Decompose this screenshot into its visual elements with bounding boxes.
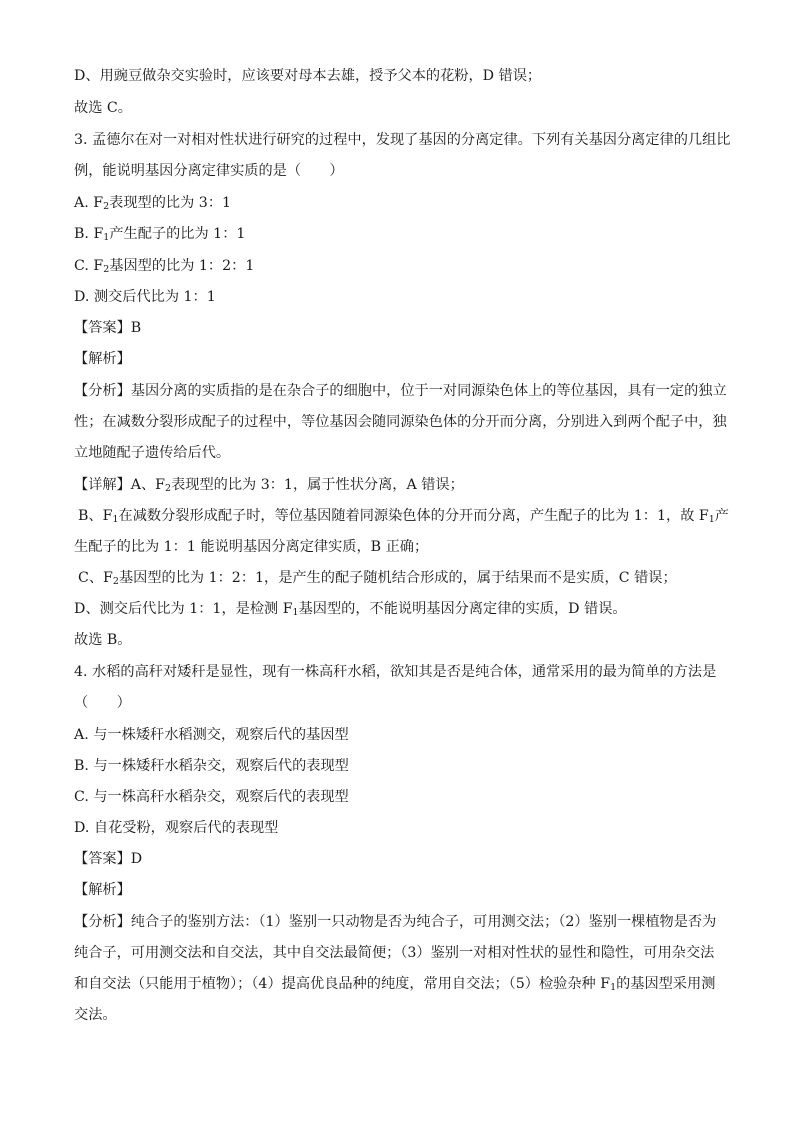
q2-option-d-explanation: D、用豌豆做杂交实验时，应该要对母本去雄，授予父本的花粉，D 错误； [74,68,542,84]
q4-option-c: C. 与一株高秆水稻杂交，观察后代的表现型 [74,789,349,805]
q3-option-d: D. 测交后代比为 1：1 [74,289,216,305]
q4-fenxi-line-3: 和自交法（只能用于植物）；（4）提高优良品种的纯度，常用自交法；（5）检验杂种 $F_1$的基因型采用测 [74,976,716,993]
q3-xiangjie-d: D、测交后代比为 1：1，是检测 $F_1$基因型的，不能说明基因分离定律的实质，D 错误。 [74,601,627,618]
q3-option-a: A. $F_2$表现型的比为 3：1 [74,195,232,212]
q4-fenxi-line-2: 纯合子，可用测交法和自交法，其中自交法最简便；（3）鉴别一对相对性状的显性和隐性，可用杂交法 [74,945,715,961]
q3-xiangjie-b-line-1: B、$F_1$在减数分裂形成配子时，等位基因随着同源染色体的分开而分离，产生配子的比为 1：1，故 $F_1$产 [78,508,729,525]
q3-xiangjie-c: C、$F_2$基因型的比为 1：2：1，是产生的配子随机结合形成的，属于结果而不是实质，C 错误； [78,570,677,587]
q3-xiangjie-a: 【详解】A、$F_2$表现型的比为 3：1，属于性状分离，A 错误； [74,477,464,494]
q4-stem-line-1: 4. 水稻的高秆对矮秆是显性，现有一株高秆水稻，欲知其是否是纯合体，通常采用的最为简单的方法是 [74,664,717,680]
q3-xiangjie-b-line-2: 生配子的比为 1：1 能说明基因分离定律实质，B 正确； [74,539,429,555]
q4-option-a: A. 与一株矮秆水稻测交，观察后代的基因型 [74,727,349,743]
q4-answer: 【答案】D [74,851,143,867]
q4-analysis-label: 【解析】 [74,882,131,898]
q4-option-d: D. 自花受粉，观察后代的表现型 [74,820,279,836]
q3-stem-line-1: 3. 孟德尔在对一对相对性状进行研究的过程中，发现了基因的分离定律。下列有关基因分离定律的几组比 [74,132,731,148]
q2-conclusion: 故选 C。 [74,100,132,116]
q3-stem-line-2: 例，能说明基因分离定律实质的是（ ） [74,163,344,179]
q3-fenxi-line-1: 【分析】基因分离的实质指的是在杂合子的细胞中，位于一对同源染色体上的等位基因，具有一定的独立 [74,383,727,399]
q3-option-b: B. $F_1$产生配子的比为 1：1 [74,226,246,243]
q4-option-b: B. 与一株矮秆水稻杂交，观察后代的表现型 [74,758,349,774]
q4-stem-line-2: （ ） [74,695,131,711]
q4-fenxi-line-1: 【分析】纯合子的鉴别方法：（1）鉴别一只动物是否为纯合子，可用测交法；（2）鉴别一棵植物是否为 [74,914,717,930]
q3-conclusion: 故选 B。 [74,632,132,648]
q3-fenxi-line-3: 立地随配子遗传给后代。 [74,445,231,461]
q3-analysis-label: 【解析】 [74,351,131,367]
q4-fenxi-line-4: 交法。 [74,1007,117,1023]
q3-answer: 【答案】B [74,320,142,336]
q3-fenxi-line-2: 性；在减数分裂形成配子的过程中，等位基因会随同源染色体的分开而分离，分别进入到两个配子中，独 [74,414,727,430]
q3-option-c: C. $F_2$基因型的比为 1：2：1 [74,258,255,275]
